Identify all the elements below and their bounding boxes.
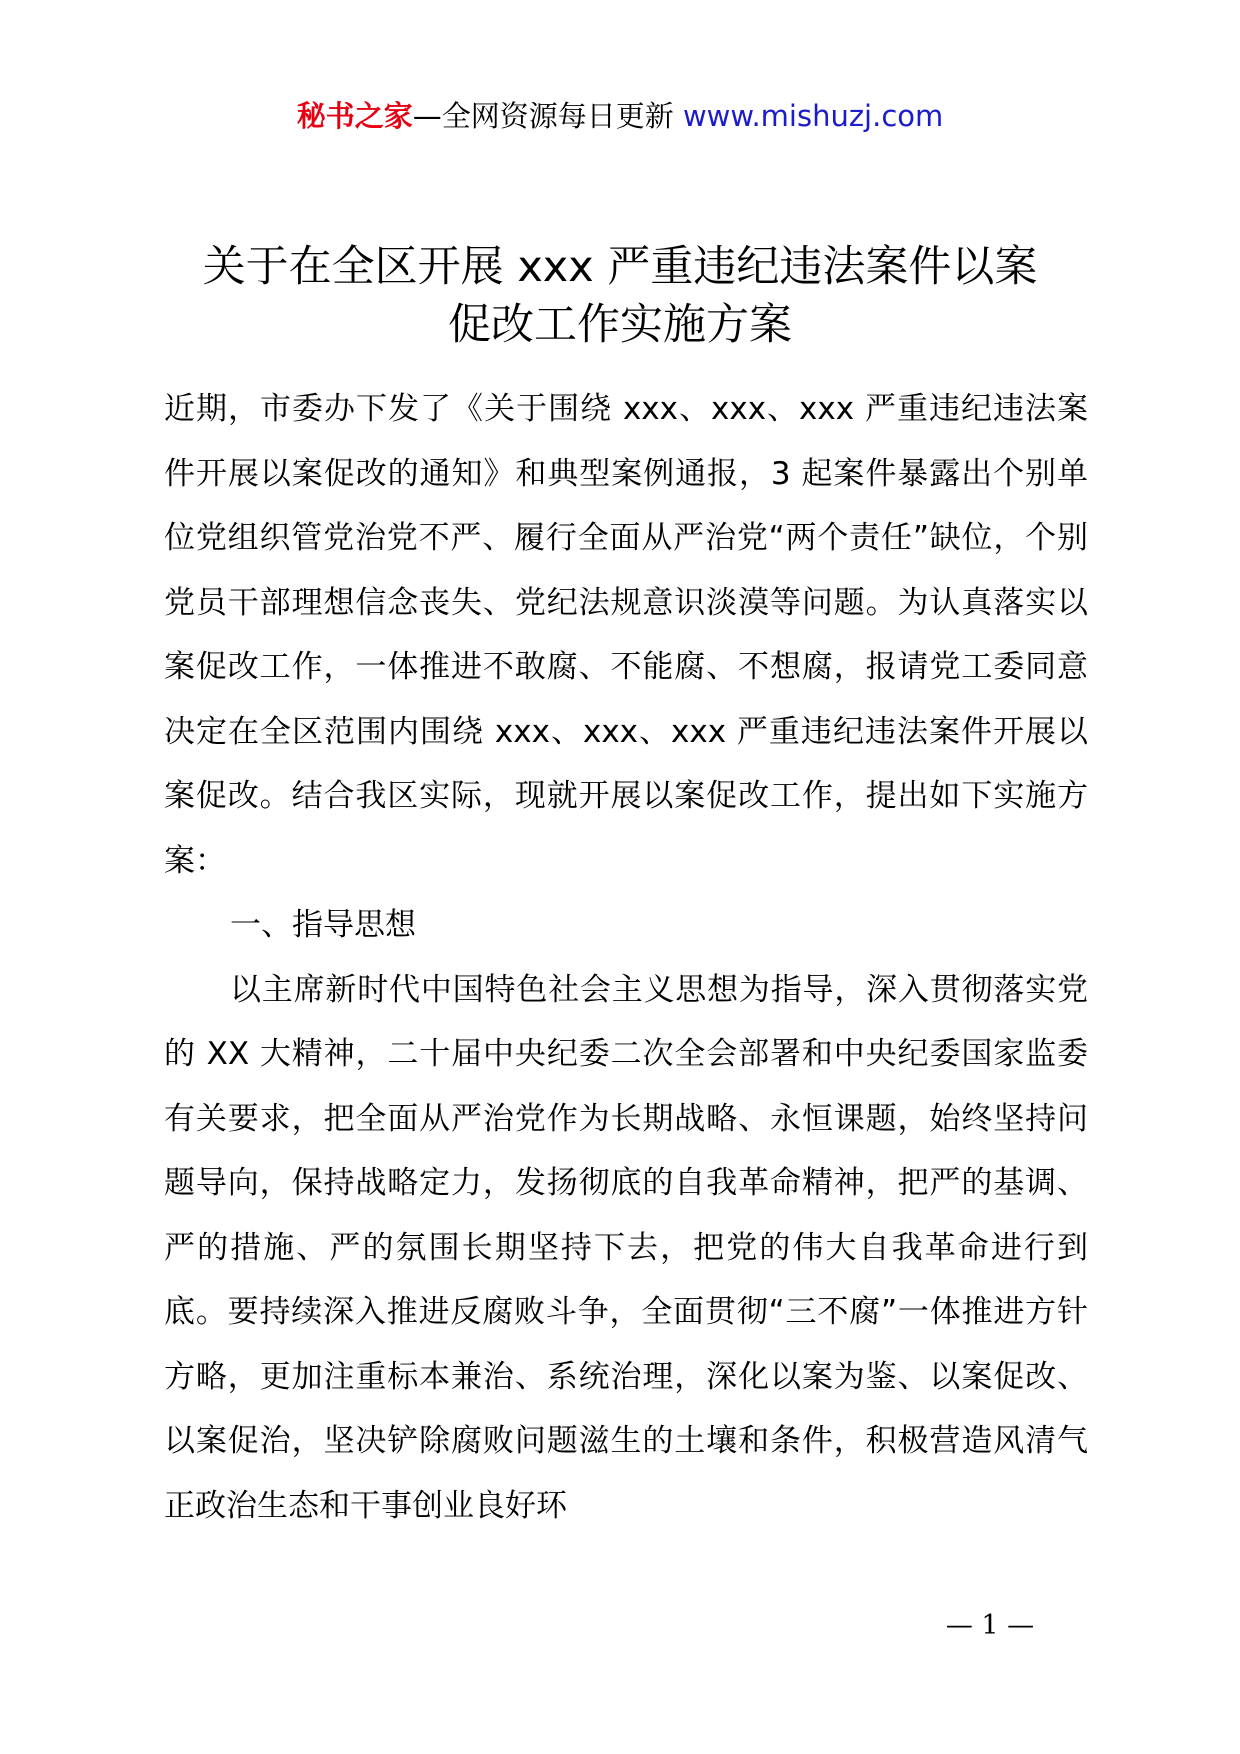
intro-paragraph: 近期，市委办下发了《关于围绕 xxx、xxx、xxx 严重违纪违法案件开展以案促改的通知》和典型案例通报，3 起案件暴露出个别单位党组织管党治党不严、履行全面从严治党“两个责任”缺位，个别党员干部理想信念丧失、党纪法规意识淡漠等问题。为认真落实以案促改工作，一体推进不敢腐、不能腐、不想腐，报请党工委同意决定在全区范围内围绕 xxx、xxx、xxx 严重违纪违法案件开展以案促改。结合我区实际，现就开展以案促改工作，提出如下实施方案： bbox=[164, 391, 1088, 879]
page-number: — 1 — bbox=[945, 1610, 1035, 1641]
site-brand: 秘书之家 bbox=[296, 99, 413, 133]
guiding-ideology-paragraph: 以主席新时代中国特色社会主义思想为指导，深入贯彻落实党的 XX 大精神，二十届中央纪委二次全会部署和中央纪委国家监委有关要求，把全面从严治党作为长期战略、永恒课题，始终坚持问题导向，保持战略定力，发扬彻底的自我革命精神，把严的基调、严的措施、严的氛围长期坚持下去，把党的伟大自我革命进行到底。要持续深入推进反腐败斗争，全面贯彻“三不腐”一体推进方针方略，更加注重标本兼治、系统治理，深化以案为鉴、以案促改、以案促治，坚决铲除腐败问题滋生的土壤和条件，积极营造风清气正政治生态和干事创业良好环 bbox=[164, 971, 1088, 1524]
site-banner bbox=[0, 96, 1240, 136]
document-title-line-1: 关于在全区开展 xxx 严重违纪违法案件以案 bbox=[202, 242, 1038, 292]
document-body bbox=[164, 377, 1088, 1538]
section-heading-guiding-ideology: 一、指导思想 bbox=[230, 907, 416, 943]
site-slogan: —全网资源每日更新 bbox=[412, 99, 674, 133]
site-url-link[interactable]: www.mishuzj.com bbox=[682, 99, 944, 133]
document-title-line-2: 促改工作实施方案 bbox=[448, 300, 792, 350]
document-title bbox=[150, 238, 1090, 354]
